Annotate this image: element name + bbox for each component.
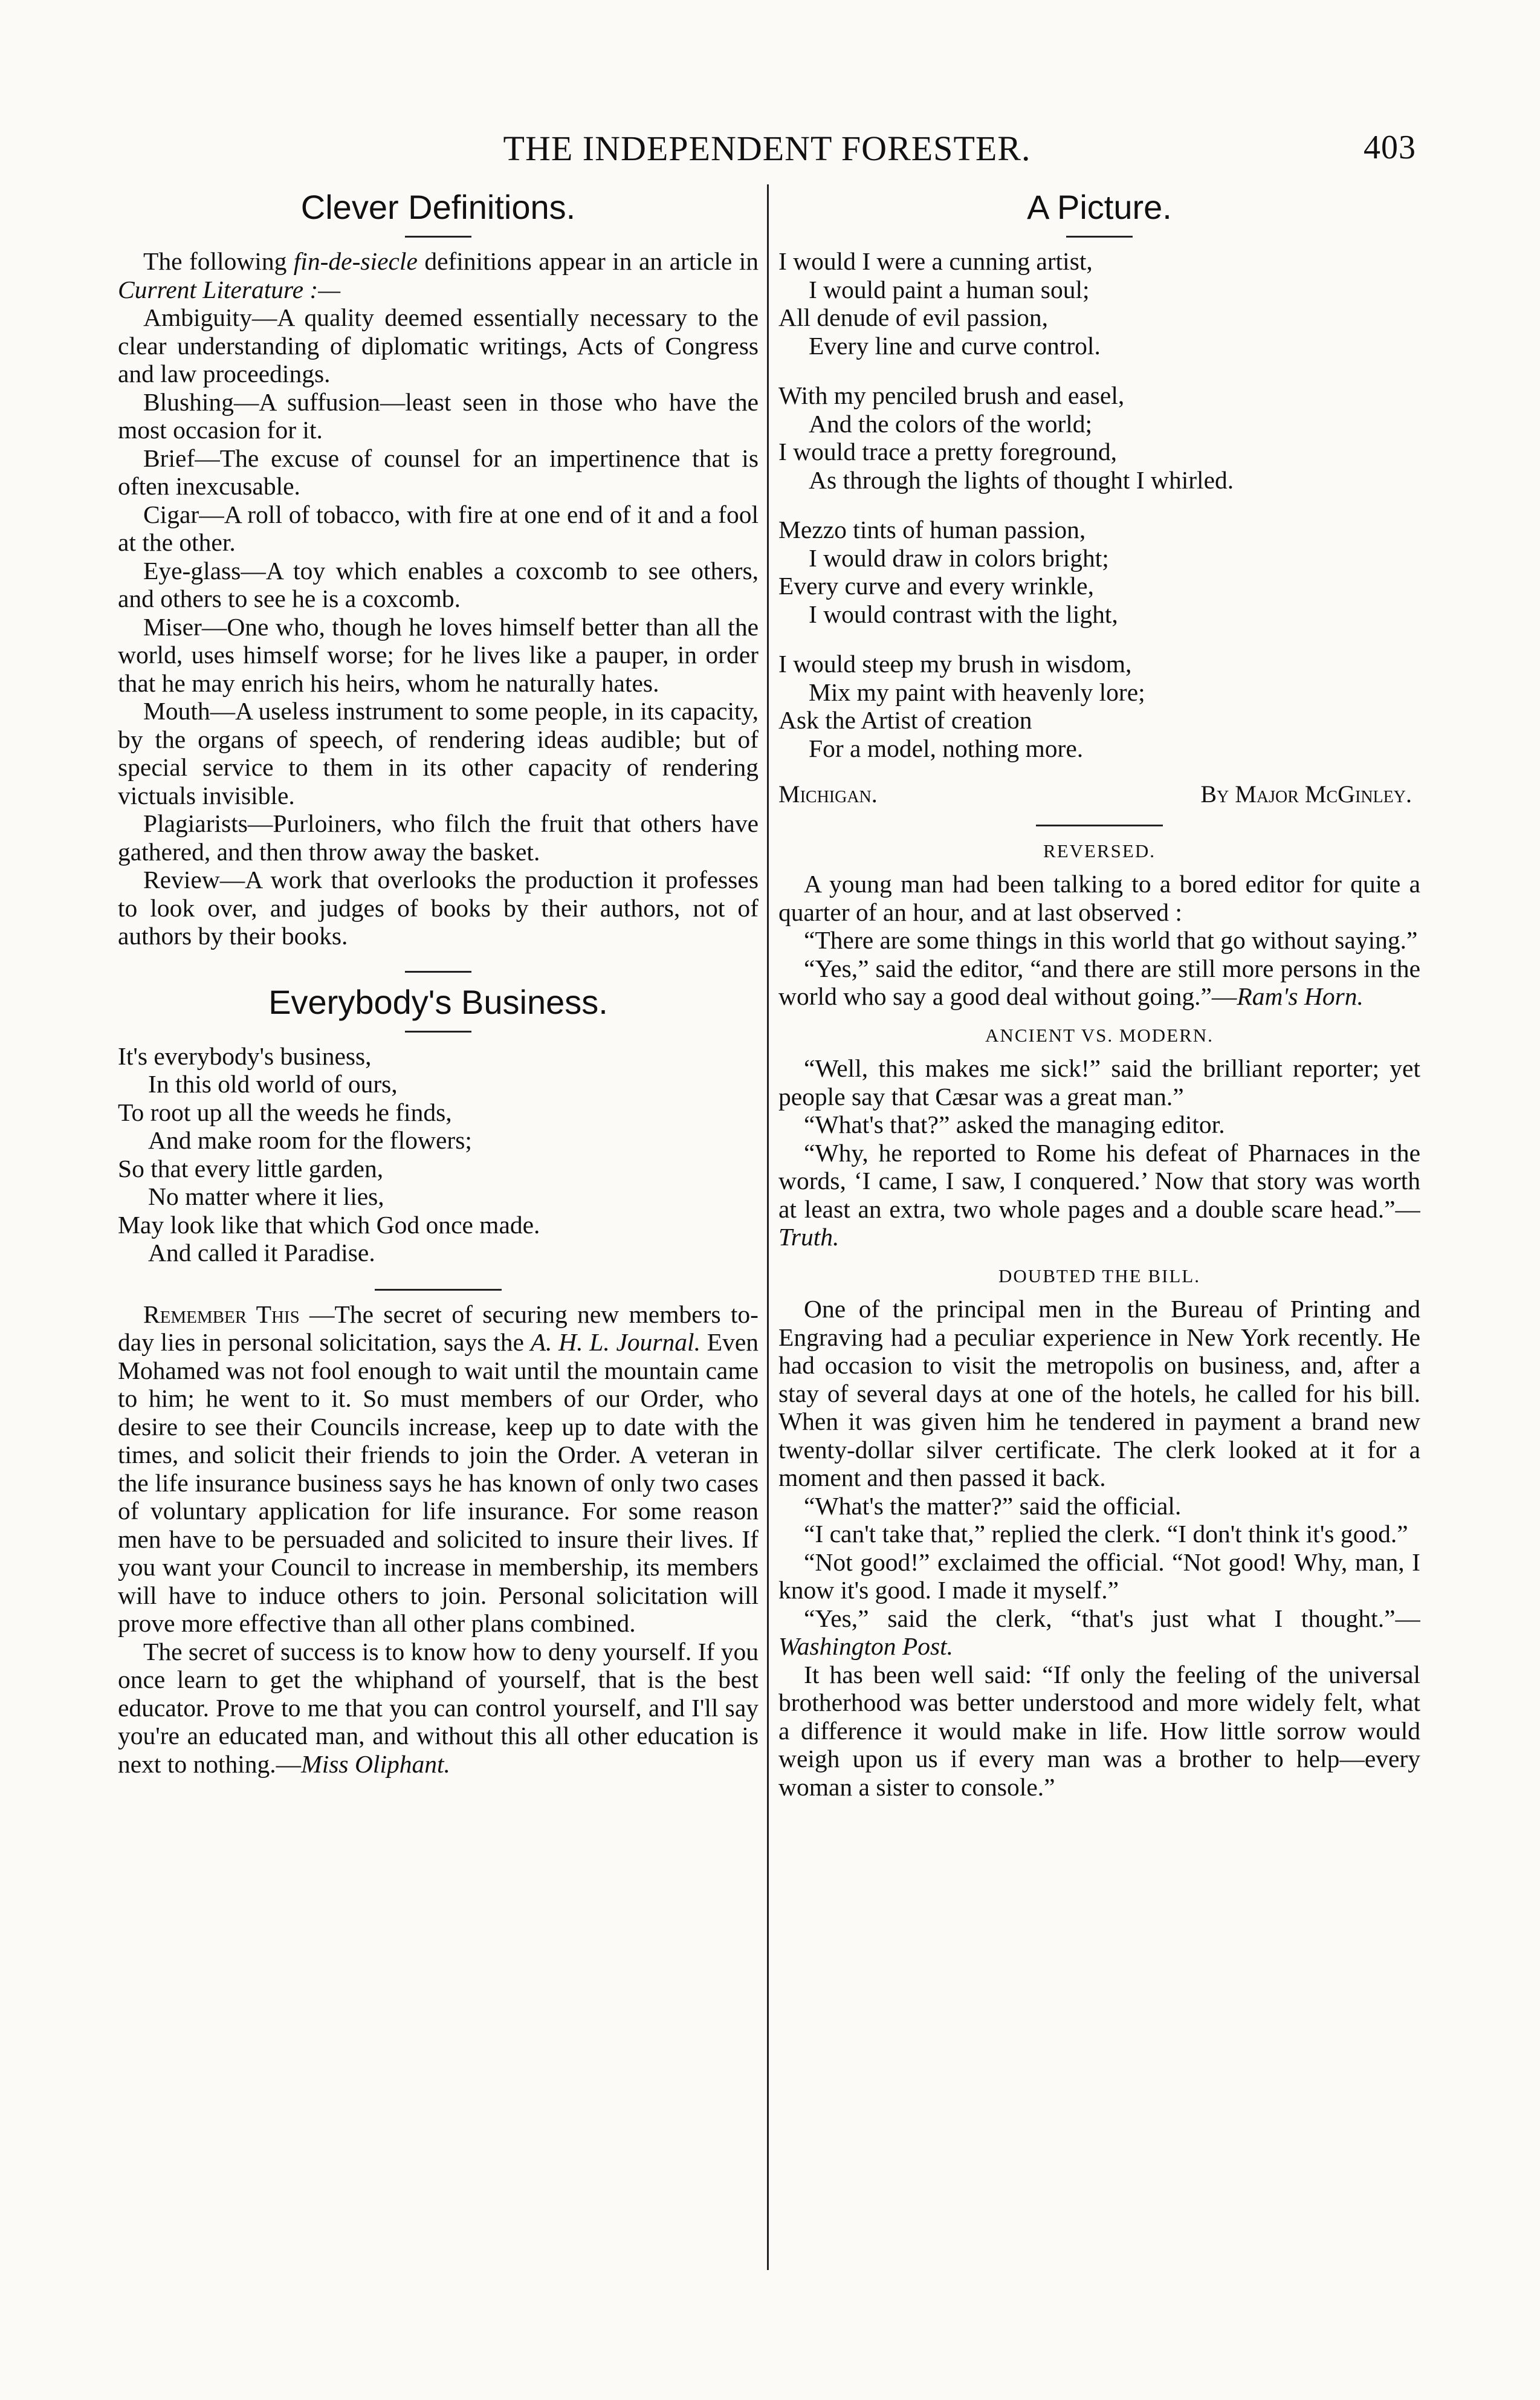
section-rule xyxy=(1036,825,1163,826)
lead-in: Remember This xyxy=(143,1300,300,1328)
poem-line: In this old world of ours, xyxy=(148,1070,398,1098)
definition-entry: Miser—One who, though he loves himself better than all the world, uses himself worse; for he lives like a pauper, in order that he may enrich his heirs, whom he naturally hates. xyxy=(118,612,759,697)
right-column xyxy=(778,181,1420,2297)
definition-entry: Blushing—A suffusion—least seen in those who have the most occasion for it. xyxy=(118,388,759,444)
secret-paragraph xyxy=(118,1638,759,1779)
running-head xyxy=(118,128,1416,170)
definition-entry: Cigar—A roll of tobacco, with fire at one end of it and a fool at the other. xyxy=(118,500,759,556)
reversed-paragraph: A young man had been talking to a bored editor for quite a quarter of an hour, and at last observed : xyxy=(778,870,1420,926)
poem-stanza xyxy=(778,247,1420,360)
poem-signature xyxy=(778,780,1420,809)
section-rule xyxy=(375,1289,502,1291)
doubted-paragraph xyxy=(778,1604,1420,1661)
body-text: “Yes,” said the editor, “and there are still more persons in the world who say a good deal without going.”— xyxy=(778,954,1420,1010)
poem-stanza xyxy=(778,650,1420,762)
ancient-paragraph: “Well, this makes me sick!” said the brilliant reporter; yet people say that Cæsar was a great man.” xyxy=(778,1054,1420,1111)
doubted-paragraph: “Not good!” exclaimed the official. “Not good! Why, man, I know it's good. I made it myself.” xyxy=(778,1548,1420,1604)
poem-stanza xyxy=(778,516,1420,628)
reversed-paragraph: “There are some things in this world that go without saying.” xyxy=(804,926,1418,954)
poem-line: And the colors of the world; xyxy=(809,409,1093,438)
title-rule xyxy=(405,1031,471,1033)
poem-line: May look like that which God once made. xyxy=(118,1210,540,1239)
poem-line: To root up all the weeds he finds, xyxy=(118,1098,452,1126)
journal-name: A. H. L. Journal. xyxy=(530,1328,700,1356)
business-poem xyxy=(118,1042,759,1267)
poem-place: Michigan. xyxy=(778,780,878,808)
poem-line: I would draw in colors bright; xyxy=(809,543,1109,572)
poem-line: I would I were a cunning artist, xyxy=(778,247,1093,275)
poem-line: I would contrast with the light, xyxy=(809,600,1118,628)
poem-line: No matter where it lies, xyxy=(148,1182,384,1210)
column-divider xyxy=(767,184,769,2270)
intro-text: The following xyxy=(143,247,294,275)
doubted-paragraph: “What's the matter?” said the official. xyxy=(804,1491,1182,1520)
poem-line: As through the lights of thought I whirled. xyxy=(809,465,1234,494)
reversed-paragraph xyxy=(778,955,1420,1011)
body-text: “Yes,” said the clerk, “that's just what I thought.”— xyxy=(804,1604,1420,1632)
poem-line: With my penciled brush and easel, xyxy=(778,381,1125,409)
poem-line: Mezzo tints of human passion, xyxy=(778,516,1086,543)
definition-entry: Plagiarists—Purloiners, who filch the fruit that others have gathered, and then throw away the basket. xyxy=(118,809,759,866)
poem-byline: By Major McGinley. xyxy=(1200,780,1412,808)
left-column xyxy=(118,181,759,2297)
poem-line: For a model, nothing more. xyxy=(809,734,1084,762)
page-number: 403 xyxy=(1364,129,1416,166)
closing-paragraph: It has been well said: “If only the feeling of the universal brotherhood was better understood and more widely felt, what a difference it would make in life. How little sorrow would weigh upon us if every man was a brother to help—every woman a sister to console.” xyxy=(778,1660,1420,1801)
reversed-head: REVERSED. xyxy=(1043,840,1156,861)
section-rule xyxy=(405,971,471,973)
poem-line: All denude of evil passion, xyxy=(778,303,1049,331)
poem-line: So that every little garden, xyxy=(118,1154,384,1182)
definition-entry: Ambiguity—A quality deemed essentially necessary to the clear understanding of diplomatic writings, Acts of Congress and law proceedings. xyxy=(118,303,759,388)
ancient-paragraph xyxy=(778,1139,1420,1251)
body-text: —The secret of securing new members to-day lies in personal solicitation, says the xyxy=(118,1300,759,1356)
business-title: Everybody's Business. xyxy=(268,982,608,1021)
poem-line: I would paint a human soul; xyxy=(809,275,1090,303)
ancient-paragraph: “What's that?” asked the managing editor. xyxy=(804,1111,1225,1138)
poem-line: Every line and curve control. xyxy=(809,331,1101,360)
source-credit: Ram's Horn. xyxy=(1237,982,1364,1010)
body-text: “Why, he reported to Rome his defeat of Pharnaces in the words, ‘I came, I saw, I conquered.’ Now that story was worth at least an extra, two whole pages and a double scare head.”— xyxy=(778,1138,1420,1223)
poem-line: Mix my paint with heavenly lore; xyxy=(809,678,1145,706)
poem-stanza xyxy=(778,381,1420,494)
publication-title: THE INDEPENDENT FORESTER. xyxy=(503,129,1031,168)
poem-line: And make room for the flowers; xyxy=(148,1126,472,1154)
body-text: The secret of success is to know how to deny yourself. If you once learn to get the whiphand of yourself, that is the best educator. Prove to me that you can control yourself, and I'll say you're an educated man, and without this all other education is next to nothing.— xyxy=(118,1637,759,1778)
poem-line: Every curve and every wrinkle, xyxy=(778,572,1094,600)
remember-paragraph xyxy=(118,1300,759,1638)
definition-entry: Brief—The excuse of counsel for an impertinence that is often inexcusable. xyxy=(118,444,759,500)
doubted-head: DOUBTED THE BILL. xyxy=(998,1265,1200,1286)
title-rule xyxy=(1066,236,1133,238)
doubted-paragraph: One of the principal men in the Bureau of Printing and Engraving had a peculiar experience in New York recently. He had occasion to visit the metropolis on business, and, after a stay of several days at one of the hotels, he called for his bill. When it was given him he tendered in payment a brand new twenty-dollar silver certificate. The clerk looked at it for a moment and then passed it back. xyxy=(778,1295,1420,1491)
picture-title: A Picture. xyxy=(1027,188,1172,226)
intro-emphasis: fin-de-siecle xyxy=(293,247,418,275)
source-credit: Washington Post. xyxy=(778,1632,954,1660)
doubted-paragraph: “I can't take that,” replied the clerk. “I don't think it's good.” xyxy=(804,1520,1408,1548)
body-text: Even Mohamed was not fool enough to wait until the mountain came to him; he went to it. So must members of our Order, who desire to see their Councils increase, keep up to date with the times, and solicit their friends to join the Order. A veteran in the life insurance business says he has known of only two cases of voluntary application for life insurance. For some reason men have to be persuaded and solicited to insure their lives. If you want your Council to increase in membership, its members will have to induce others to join. Personal solicitation will prove more effective than all other plans combined. xyxy=(118,1328,759,1637)
intro-source: Current Literature :— xyxy=(118,275,341,303)
poem-line: I would trace a pretty foreground, xyxy=(778,438,1118,465)
poem-line: And called it Paradise. xyxy=(148,1239,375,1266)
intro-text: definitions appear in an article in xyxy=(417,247,759,275)
definitions-title: Clever Definitions. xyxy=(300,188,576,226)
poem-line: Ask the Artist of creation xyxy=(778,706,1032,734)
definitions-intro xyxy=(118,247,759,303)
definition-entry: Review—A work that overlooks the production it professes to look over, and judges of books by their authors, not of authors by their books. xyxy=(118,866,759,950)
poem-line: I would steep my brush in wisdom, xyxy=(778,650,1132,678)
ancient-head: ANCIENT VS. MODERN. xyxy=(985,1024,1214,1046)
title-rule xyxy=(405,236,471,238)
definition-entry: Mouth—A useless instrument to some people, in its capacity, by the organs of speech, of rendering ideas audible; but of special service to them in its other capacity of rendering victuals invisible. xyxy=(118,697,759,809)
source-credit: Truth. xyxy=(778,1223,840,1251)
poem-line: It's everybody's business, xyxy=(118,1042,372,1070)
author-credit: Miss Oliphant. xyxy=(301,1750,450,1778)
definition-entry: Eye-glass—A toy which enables a coxcomb to see others, and others to see he is a coxcomb. xyxy=(118,556,759,612)
